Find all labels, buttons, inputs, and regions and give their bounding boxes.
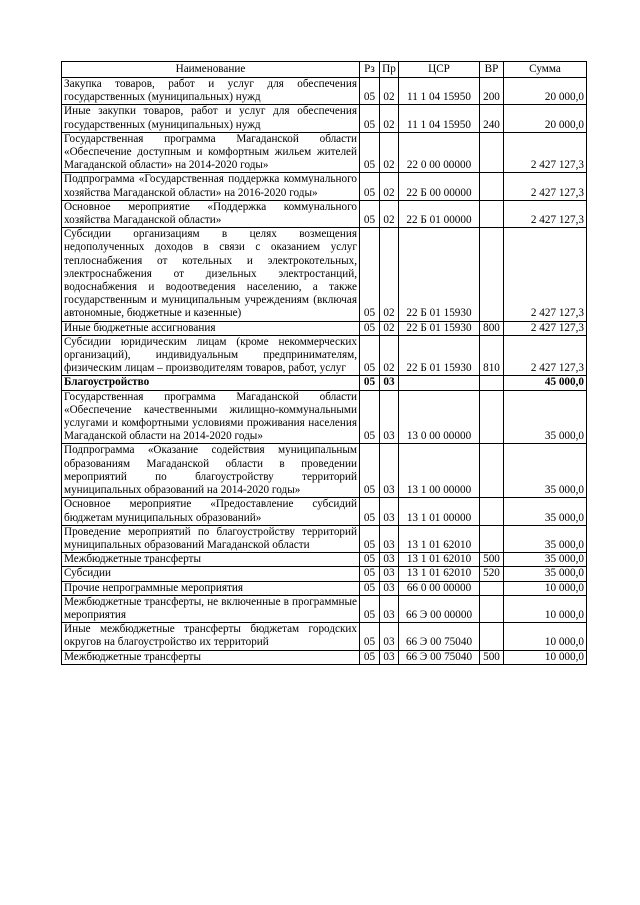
cell-name: Подпрограмма «Государственная поддержка коммунального хозяйства Магаданской области» на 2016-2020 годы» bbox=[62, 173, 360, 200]
cell-vr: 500 bbox=[480, 553, 504, 567]
cell-vr: 520 bbox=[480, 567, 504, 581]
table-header-row bbox=[62, 62, 587, 78]
header-csr: ЦСР bbox=[399, 62, 480, 78]
cell-name: Основное мероприятие «Поддержка коммунального хозяйства Магаданской области» bbox=[62, 200, 360, 227]
cell-vr bbox=[480, 525, 504, 552]
table-row bbox=[62, 498, 587, 525]
table-body bbox=[62, 78, 587, 665]
cell-pr: 03 bbox=[380, 390, 399, 444]
cell-pr: 02 bbox=[380, 105, 399, 132]
cell-sum: 35 000,0 bbox=[504, 567, 587, 581]
table-row bbox=[62, 623, 587, 650]
cell-pr: 03 bbox=[380, 376, 399, 390]
cell-rz: 05 bbox=[360, 390, 380, 444]
cell-pr: 03 bbox=[380, 444, 399, 498]
header-pr: Пр bbox=[380, 62, 399, 78]
cell-name: Государственная программа Магаданской области «Обеспечение доступным и комфортным жильем жителей Магаданской области» на 2014-2020 годы» bbox=[62, 132, 360, 173]
cell-vr bbox=[480, 595, 504, 622]
cell-vr bbox=[480, 390, 504, 444]
cell-sum: 35 000,0 bbox=[504, 553, 587, 567]
cell-csr: 22 Б 01 00000 bbox=[399, 200, 480, 227]
cell-sum: 45 000,0 bbox=[504, 376, 587, 390]
cell-name: Государственная программа Магаданской области «Обеспечение качественными жилищно-коммунальными услугами и комфортными условиями проживания населения Магаданской области на 2014-2020 годы» bbox=[62, 390, 360, 444]
cell-vr bbox=[480, 623, 504, 650]
cell-csr: 66 Э 00 00000 bbox=[399, 595, 480, 622]
cell-csr: 11 1 04 15950 bbox=[399, 78, 480, 105]
cell-rz: 05 bbox=[360, 525, 380, 552]
cell-name: Межбюджетные трансферты bbox=[62, 650, 360, 664]
cell-vr: 240 bbox=[480, 105, 504, 132]
cell-pr: 03 bbox=[380, 553, 399, 567]
cell-rz: 05 bbox=[360, 623, 380, 650]
cell-name: Субсидии юридическим лицам (кроме некоммерческих организаций), индивидуальным предпринимателям, физическим лицам – производителям товаров, работ, услуг bbox=[62, 335, 360, 376]
cell-pr: 02 bbox=[380, 335, 399, 376]
cell-name: Закупка товаров, работ и услуг для обеспечения государственных (муниципальных) нужд bbox=[62, 78, 360, 105]
cell-rz: 05 bbox=[360, 498, 380, 525]
cell-pr: 03 bbox=[380, 525, 399, 552]
cell-sum: 2 427 127,3 bbox=[504, 228, 587, 321]
table-row bbox=[62, 228, 587, 321]
cell-name: Иные межбюджетные трансферты бюджетам городских округов на благоустройство их территорий bbox=[62, 623, 360, 650]
cell-csr: 22 0 00 00000 bbox=[399, 132, 480, 173]
header-sum: Сумма bbox=[504, 62, 587, 78]
cell-csr: 66 0 00 00000 bbox=[399, 581, 480, 595]
cell-sum: 35 000,0 bbox=[504, 498, 587, 525]
cell-csr: 22 Б 01 15930 bbox=[399, 228, 480, 321]
cell-pr: 02 bbox=[380, 132, 399, 173]
cell-name: Межбюджетные трансферты, не включенные в программные мероприятия bbox=[62, 595, 360, 622]
cell-rz: 05 bbox=[360, 132, 380, 173]
table-row bbox=[62, 553, 587, 567]
header-name: Наименование bbox=[62, 62, 360, 78]
cell-pr: 03 bbox=[380, 581, 399, 595]
table-row bbox=[62, 173, 587, 200]
cell-sum: 35 000,0 bbox=[504, 525, 587, 552]
cell-vr: 500 bbox=[480, 650, 504, 664]
cell-csr: 13 0 00 00000 bbox=[399, 390, 480, 444]
cell-name: Прочие непрограммные мероприятия bbox=[62, 581, 360, 595]
cell-pr: 02 bbox=[380, 78, 399, 105]
cell-sum: 2 427 127,3 bbox=[504, 200, 587, 227]
cell-rz: 05 bbox=[360, 321, 380, 335]
cell-sum: 10 000,0 bbox=[504, 623, 587, 650]
cell-pr: 02 bbox=[380, 321, 399, 335]
cell-vr bbox=[480, 132, 504, 173]
table-row bbox=[62, 78, 587, 105]
cell-sum: 2 427 127,3 bbox=[504, 173, 587, 200]
cell-pr: 03 bbox=[380, 595, 399, 622]
table-row bbox=[62, 321, 587, 335]
cell-name: Основное мероприятие «Предоставление субсидий бюджетам муниципальных образований» bbox=[62, 498, 360, 525]
cell-csr bbox=[399, 376, 480, 390]
cell-sum: 2 427 127,3 bbox=[504, 321, 587, 335]
cell-rz: 05 bbox=[360, 78, 380, 105]
cell-rz: 05 bbox=[360, 553, 380, 567]
cell-rz: 05 bbox=[360, 173, 380, 200]
cell-rz: 05 bbox=[360, 567, 380, 581]
cell-rz: 05 bbox=[360, 444, 380, 498]
cell-rz: 05 bbox=[360, 228, 380, 321]
budget-table bbox=[61, 61, 587, 665]
cell-name: Иные бюджетные ассигнования bbox=[62, 321, 360, 335]
table-row bbox=[62, 200, 587, 227]
header-vr: ВР bbox=[480, 62, 504, 78]
cell-vr bbox=[480, 228, 504, 321]
cell-rz: 05 bbox=[360, 581, 380, 595]
cell-name: Благоустройство bbox=[62, 376, 360, 390]
cell-name: Субсидии организациям в целях возмещения недополученных доходов в связи с оказанием услуг теплоснабжения от котельных и электрокотельных, электроснабжения от дизельных электростанций, водоснабжения и водоотведения населению, а также государственным и муниципальным учреждениям (включая автономные, бюджетные и казенные) bbox=[62, 228, 360, 321]
cell-csr: 13 1 01 62010 bbox=[399, 525, 480, 552]
cell-csr: 13 1 00 00000 bbox=[399, 444, 480, 498]
table-row bbox=[62, 335, 587, 376]
cell-sum: 20 000,0 bbox=[504, 105, 587, 132]
table-row bbox=[62, 105, 587, 132]
cell-vr: 200 bbox=[480, 78, 504, 105]
cell-rz: 05 bbox=[360, 105, 380, 132]
table-row bbox=[62, 444, 587, 498]
cell-sum: 35 000,0 bbox=[504, 444, 587, 498]
cell-name: Подпрограмма «Оказание содействия муниципальным образованиям Магаданской области в проведении мероприятий по благоустройству территорий муниципальных образований на 2014-2020 годы» bbox=[62, 444, 360, 498]
cell-csr: 66 Э 00 75040 bbox=[399, 623, 480, 650]
cell-vr bbox=[480, 498, 504, 525]
cell-csr: 22 Б 01 15930 bbox=[399, 321, 480, 335]
cell-pr: 02 bbox=[380, 228, 399, 321]
cell-pr: 03 bbox=[380, 623, 399, 650]
cell-sum: 10 000,0 bbox=[504, 595, 587, 622]
cell-csr: 13 1 01 00000 bbox=[399, 498, 480, 525]
cell-pr: 03 bbox=[380, 498, 399, 525]
cell-vr: 810 bbox=[480, 335, 504, 376]
cell-pr: 03 bbox=[380, 567, 399, 581]
cell-sum: 10 000,0 bbox=[504, 581, 587, 595]
cell-pr: 02 bbox=[380, 200, 399, 227]
cell-name: Проведение мероприятий по благоустройству территорий муниципальных образований Магаданской области bbox=[62, 525, 360, 552]
cell-rz: 05 bbox=[360, 335, 380, 376]
cell-sum: 10 000,0 bbox=[504, 650, 587, 664]
cell-csr: 13 1 01 62010 bbox=[399, 567, 480, 581]
cell-rz: 05 bbox=[360, 595, 380, 622]
cell-pr: 02 bbox=[380, 173, 399, 200]
table-row bbox=[62, 650, 587, 664]
cell-name: Межбюджетные трансферты bbox=[62, 553, 360, 567]
table-row bbox=[62, 581, 587, 595]
table-row bbox=[62, 525, 587, 552]
cell-rz: 05 bbox=[360, 650, 380, 664]
cell-vr: 800 bbox=[480, 321, 504, 335]
cell-sum: 35 000,0 bbox=[504, 390, 587, 444]
cell-vr bbox=[480, 581, 504, 595]
cell-sum: 20 000,0 bbox=[504, 78, 587, 105]
cell-vr bbox=[480, 376, 504, 390]
cell-sum: 2 427 127,3 bbox=[504, 132, 587, 173]
header-rz: Рз bbox=[360, 62, 380, 78]
cell-pr: 03 bbox=[380, 650, 399, 664]
cell-vr bbox=[480, 200, 504, 227]
cell-rz: 05 bbox=[360, 376, 380, 390]
cell-csr: 22 Б 01 15930 bbox=[399, 335, 480, 376]
cell-csr: 66 Э 00 75040 bbox=[399, 650, 480, 664]
cell-name: Субсидии bbox=[62, 567, 360, 581]
table-row bbox=[62, 376, 587, 390]
cell-csr: 22 Б 00 00000 bbox=[399, 173, 480, 200]
cell-rz: 05 bbox=[360, 200, 380, 227]
table-row bbox=[62, 567, 587, 581]
table-row bbox=[62, 595, 587, 622]
cell-sum: 2 427 127,3 bbox=[504, 335, 587, 376]
table-row bbox=[62, 132, 587, 173]
cell-vr bbox=[480, 444, 504, 498]
table-row bbox=[62, 390, 587, 444]
cell-csr: 13 1 01 62010 bbox=[399, 553, 480, 567]
cell-vr bbox=[480, 173, 504, 200]
cell-csr: 11 1 04 15950 bbox=[399, 105, 480, 132]
cell-name: Иные закупки товаров, работ и услуг для обеспечения государственных (муниципальных) нужд bbox=[62, 105, 360, 132]
